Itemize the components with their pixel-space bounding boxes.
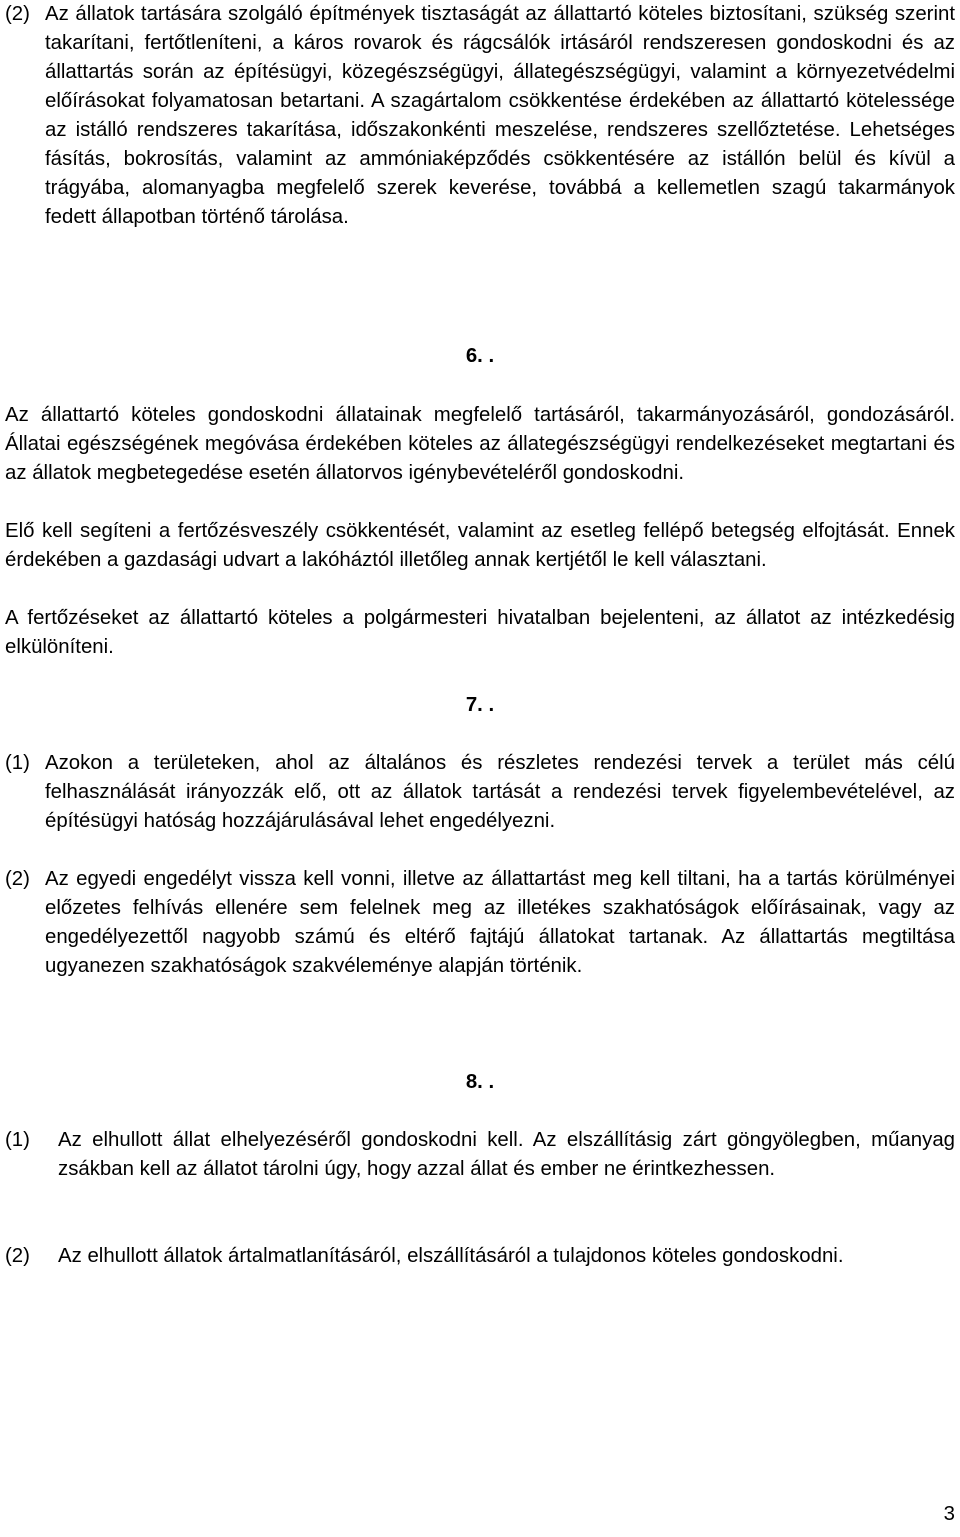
section-heading: 6. . [465,345,495,367]
item-number: (2) [5,868,30,890]
paragraph-item [5,749,955,836]
paragraph-item [5,865,955,981]
section-paragraph [5,517,955,575]
paragraph-item [5,0,955,232]
item-text: Az elhullott állatok ártalmatlanításáról, elszállításáról a tulajdonos köteles gondoskodni. [58,1245,844,1267]
item-text: Az elhullott állat elhelyezéséről gondoskodni kell. Az elszállításig zárt göngyölegben, műanyag zsákban kell az állatot tárolni úgy, hogy azzal állat és ember ne érintkezhessen. [58,1129,955,1180]
item-number: (1) [5,1129,30,1151]
paragraph-item [5,1126,955,1184]
item-text: Az egyedi engedélyt vissza kell vonni, illetve az állattartást meg kell tiltani, ha a tartás körülményei előzetes felhívás ellenére sem felelnek meg az illetékes szakhatóságok előírásainak, vagy az engedélyezettől nagyobb számú és eltérő fajtájú állatokat tartanak. Az állattartás megtiltása ugyanezen szakhatóságok szakvéleménye alapján történik. [45,868,955,977]
paragraph-text: Az állattartó köteles gondoskodni állatainak megfelelő tartásáról, takarmányozásáról, gondozásáról. Állatai egészségének megóvása érdekében köteles az állategészségügyi rendelkezéseket megtartani és az állatok megbetegedése esetén állatorvos igénybevételéről gondoskodni. [5,404,955,484]
section-heading: 7. . [465,694,495,716]
item-text: Azokon a területeken, ahol az általános és részletes rendezési tervek a terület más célú felhasználását irányozzák elő, ott az állatok tartását a rendezési tervek figyelembevételével, az építésügyi hatóság hozzájárulásával lehet engedélyezni. [45,752,955,832]
section-paragraph [5,401,955,488]
page-number: 3 [943,1503,955,1525]
section-heading: 8. . [465,1071,495,1093]
section-paragraph [5,604,955,662]
paragraph-text: Elő kell segíteni a fertőzésveszély csökkentését, valamint az esetleg fellépő betegség elfojtását. Ennek érdekében a gazdasági udvart a lakóháztól illetőleg annak kertjétől le kell választani. [5,520,955,571]
paragraph-item [5,1242,955,1271]
item-number: (1) [5,752,30,774]
item-number: (2) [5,1245,30,1267]
paragraph-text: A fertőzéseket az állattartó köteles a polgármesteri hivatalban bejelenteni, az állatot az intézkedésig elkülöníteni. [5,607,955,658]
item-number: (2) [5,3,30,25]
item-text: Az állatok tartására szolgáló építmények tisztaságát az állattartó köteles biztosítani, szükség szerint takarítani, fertőtleníteni, a káros rovarok és rágcsálók irtásáról rendszeresen gondoskodni és az állattartás során az építésügyi, közegészségügyi, állategészségügyi, valamint a környezetvédelmi előírásokat folyamatosan betartani. A szagártalom csökkentése érdekében az állattartó kötelessége az istálló rendszeres takarítása, időszakonkénti meszelése, rendszeres szellőztetése. Lehetséges fásítás, bokrosítás, valamint az ammóniaképződés csökkentésére az istállón belül és kívül a trágyába, alomanyagba megfelelő szerek keverése, továbbá a kellemetlen szagú takarmányok fedett állapotban történő tárolása. [45,3,955,228]
